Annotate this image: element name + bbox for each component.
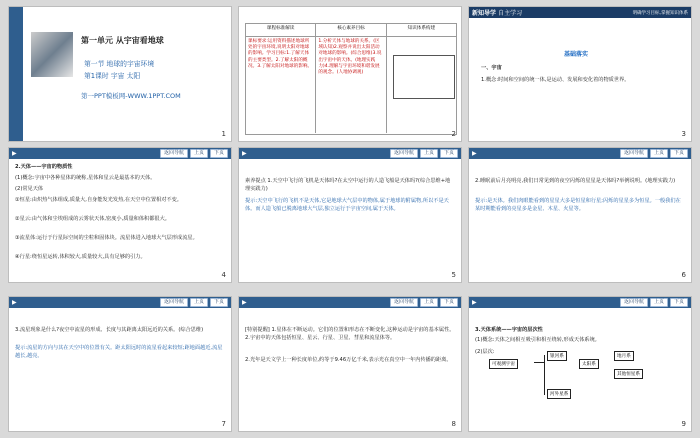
diagram-box <box>393 55 455 99</box>
prev-button[interactable]: 上页 <box>650 149 668 158</box>
connector <box>534 362 544 363</box>
section-heading: 基础落实 <box>564 51 589 58</box>
prev-button[interactable]: 上页 <box>190 298 208 307</box>
connector <box>544 355 545 395</box>
prev-button[interactable]: 上页 <box>190 149 208 158</box>
topbar: ▶ 返回导航 上页 下页 <box>469 148 691 159</box>
topbar: ▶ 返回导航 上页 下页 <box>239 297 461 308</box>
box-solar-system: 太阳系 <box>579 359 599 369</box>
page-number: 3 <box>681 130 686 138</box>
page-number: 9 <box>681 420 686 428</box>
slide-4[interactable] <box>8 147 232 283</box>
slide-8[interactable] <box>238 296 462 432</box>
text-line: (1)概念:宇宙中各种星体的统称,星体和星云是最基本的天体。 <box>15 175 156 181</box>
page-number: 6 <box>681 271 686 279</box>
header-cell: 知识体系构建 <box>407 26 436 31</box>
box-observable-universe: 可观测宇宙 <box>489 359 518 369</box>
hierarchy-diagram <box>479 349 679 419</box>
slide-9[interactable] <box>468 296 692 432</box>
back-button[interactable]: 返回导航 <box>620 149 648 158</box>
question-text: 2.睡眠前后月亮明亮,我们日常见到的夜空闪烁的星星是天体吗?举例说明。(地理实践力) <box>475 178 676 184</box>
question-text: 3.流星现象是什么?夜空中流星的形成、长度与其距离太阳远近的关系。(综合思维) <box>15 327 204 333</box>
next-button[interactable]: 下页 <box>670 149 688 158</box>
text-line: (2)常见天体 <box>15 186 44 192</box>
page-number: 2 <box>451 130 456 138</box>
next-button[interactable]: 下页 <box>210 149 228 158</box>
page-number: 4 <box>221 271 226 279</box>
topbar: ▶ 返回导航 上页 下页 <box>469 297 691 308</box>
note-text: [特别提醒] 1.星体在不断运动。它们的位置和形态在不断变化,这种运动是宇宙的基本属性。2.宇宙中的天体包括恒星、星云、行星、卫星、彗星和流星体等。 <box>245 327 455 341</box>
prev-button[interactable]: 上页 <box>650 298 668 307</box>
slide-1[interactable] <box>8 6 232 142</box>
slide-2[interactable] <box>238 6 462 142</box>
box-milky-way: 银河系 <box>547 351 567 361</box>
next-button[interactable]: 下页 <box>440 298 458 307</box>
site-label: 第一PPT模板网-WWW.1PPT.COM <box>81 92 181 100</box>
header-cell: 核心素养目标 <box>316 24 386 36</box>
back-button[interactable]: 返回导航 <box>160 149 188 158</box>
header-cell: 课程标准解读 <box>246 24 316 36</box>
slide-sidebar <box>9 7 23 141</box>
definition-text: 1.概念:时间和空间的统一体,是运动、发展和变化着的物质世界。 <box>481 77 630 83</box>
question-text: 素养提点 1.天空中飞行的飞机是天体吗?在太空中运行的人造飞船是天体吗?(综合思维+地理实践力) <box>245 178 451 192</box>
table <box>245 23 457 135</box>
page-number: 5 <box>451 271 456 279</box>
topbar: ▶ 返回导航 上页 下页 <box>239 148 461 159</box>
next-button[interactable]: 下页 <box>440 149 458 158</box>
lesson-title: 第1课时 宇宙 太阳 <box>84 72 141 80</box>
box-earth-moon: 地月系 <box>614 351 634 361</box>
diagram-cell <box>387 37 456 133</box>
topbar-right: 明确学习目标,掌握知识体系 <box>632 10 688 16</box>
tag-sub: 自主学习 <box>498 10 523 17</box>
unit-title: 第一单元 从宇宙看地球 <box>81 36 164 45</box>
text-line: (2)层次: <box>475 349 495 355</box>
back-button[interactable]: 返回导航 <box>620 298 648 307</box>
slide-7[interactable] <box>8 296 232 432</box>
heading-1: 一、宇宙 <box>481 65 502 71</box>
next-button[interactable]: 下页 <box>210 298 228 307</box>
note-text: 2.光年是天文学上一种长度单位,约等于9.46万亿千米,表示光在真空中一年内传播的距离。 <box>245 357 452 363</box>
box-other-systems: 其他恒星系 <box>614 369 643 379</box>
back-button[interactable]: 返回导航 <box>390 298 418 307</box>
table-cell: 1.分析天体与地球的关系。(区域认知)2.观察并说出太阳活动对地球的影响。(综合思维)3.说出宇宙中的天体。(地理实践力)4.理解与宇宙环境和谐发展的观念。(人地协调观) <box>316 37 386 133</box>
text-line: ③流星体:运行于行星际空间的尘粒和固体块。流星体进入地球大气层形成流星。 <box>15 235 198 241</box>
prev-button[interactable]: 上页 <box>420 298 438 307</box>
slide-image <box>31 32 73 77</box>
slide-5[interactable] <box>238 147 462 283</box>
prev-button[interactable]: 上页 <box>420 149 438 158</box>
page-number: 1 <box>221 130 226 138</box>
back-button[interactable]: 返回导航 <box>390 149 418 158</box>
slide-title: 3.天体系统——宇宙的层次性 <box>475 327 543 333</box>
slide-6[interactable] <box>468 147 692 283</box>
page-number: 7 <box>221 420 226 428</box>
box-extra-galaxies: 河外星系 <box>547 389 571 399</box>
text-line: 2.天体——宇宙的物质性 <box>15 164 73 170</box>
page-number: 8 <box>451 420 456 428</box>
topbar: ▶ 返回导航 上页 下页 <box>9 297 231 308</box>
answer-text: 提示:是天体。我们肉眼能看到的星星大多是恒星和行星;闪烁的星星多为恒星。一般我们在某时期能看到的亮星多是金星、木星、火星等。 <box>475 198 681 212</box>
text-line: (1)概念:天体之间相互吸引和相互绕转,形成天体系统。 <box>475 337 600 343</box>
topbar: ▶ 返回导航 上页 下页 <box>9 148 231 159</box>
answer-text: 提示:流星的方向与其在天空中的位置有关。距太阳远时的流星看起来较短;距地面越近,流星越长,越亮。 <box>15 345 223 359</box>
topbar <box>469 7 691 18</box>
tag-label: 新知导学 <box>472 10 497 17</box>
text-line: ①恒星:由炽热气体组成,质量大,自身能发光发热,在天空中位置相对不变。 <box>15 197 182 203</box>
next-button[interactable]: 下页 <box>670 298 688 307</box>
section-title: 第一节 地球的宇宙环境 <box>84 60 155 68</box>
answer-text: 提示:天空中飞行的飞机不是天体,它是地球大气层中的物体,属于地球的附属物,所以不是天体。而人造飞船已脱离地球大气层,独立运行于宇宙空间,属于天体。 <box>245 198 449 212</box>
table-cell: 课标要求:运用资料描述地球所处的宇宙环境,说明太阳对地球的影响。学习目标:1.了解天体的主要类型。2.了解太阳的概况。3.了解太阳对地球的影响。 <box>246 37 316 133</box>
back-button[interactable]: 返回导航 <box>160 298 188 307</box>
text-line: ④行星:绕恒星运转,体积较大,质量较大,具有足够的引力。 <box>15 254 146 260</box>
slide-3[interactable] <box>468 6 692 142</box>
text-line: ②星云:由气体和尘埃组成的云雾状天体,密度小,质量和体积都很大。 <box>15 216 170 222</box>
